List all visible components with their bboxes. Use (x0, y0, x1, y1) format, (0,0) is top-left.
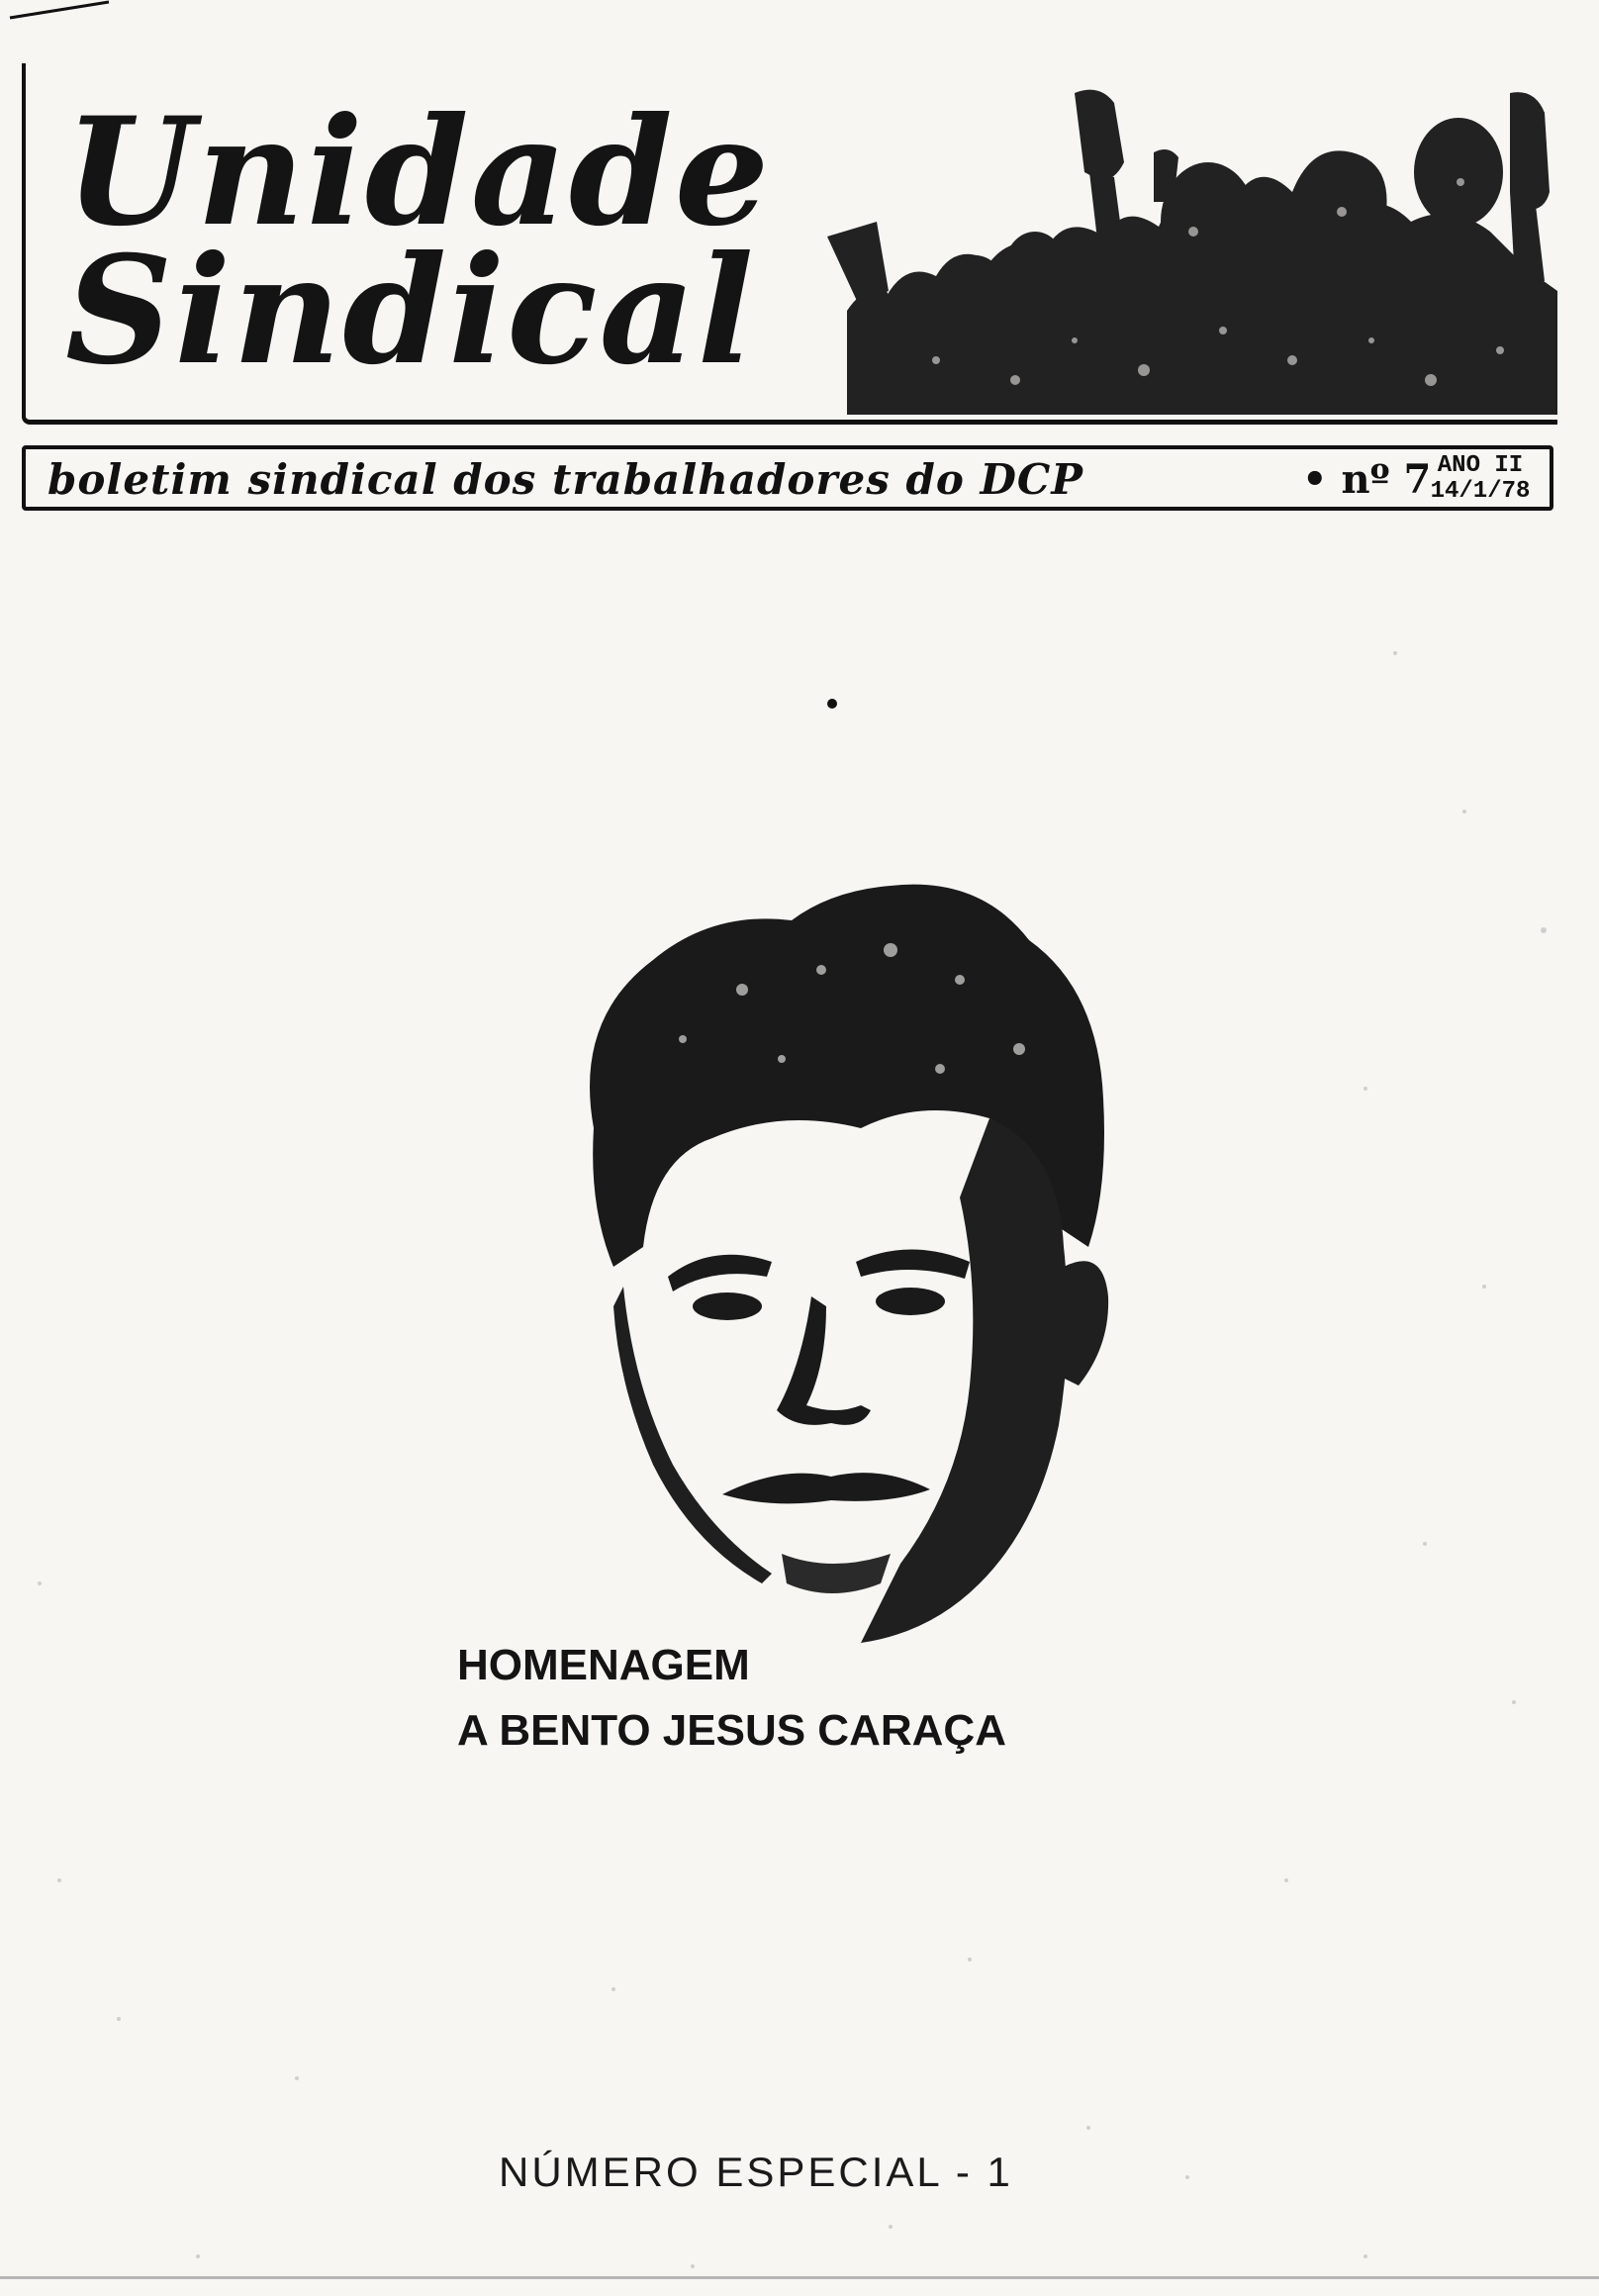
ink-dot (827, 699, 837, 709)
special-edition-label: NÚMERO ESPECIAL - 1 (499, 2149, 1013, 2195)
portrait-illustration (564, 871, 1118, 1643)
homage-caption (457, 1633, 1006, 1764)
subtitle-bar (22, 445, 1553, 511)
crowd-raised-fists-illustration (817, 63, 1557, 415)
subtitle-text: boletim sindical dos trabalhadores do DCP (47, 455, 1083, 504)
date-label: 14/1/78 (1430, 478, 1531, 505)
year-label: ANO II (1437, 452, 1524, 479)
masthead-title (65, 85, 772, 398)
homage-line-2: A BENTO JESUS CARAÇA (457, 1706, 1006, 1755)
year-date-block (1421, 453, 1540, 505)
masthead (22, 63, 1557, 425)
title-line-2: Sindical (65, 224, 756, 398)
title-line-1: Unidade (65, 85, 772, 259)
homage-line-1: HOMENAGEM (457, 1641, 750, 1689)
issue-number: • nº 7 (1302, 456, 1432, 503)
